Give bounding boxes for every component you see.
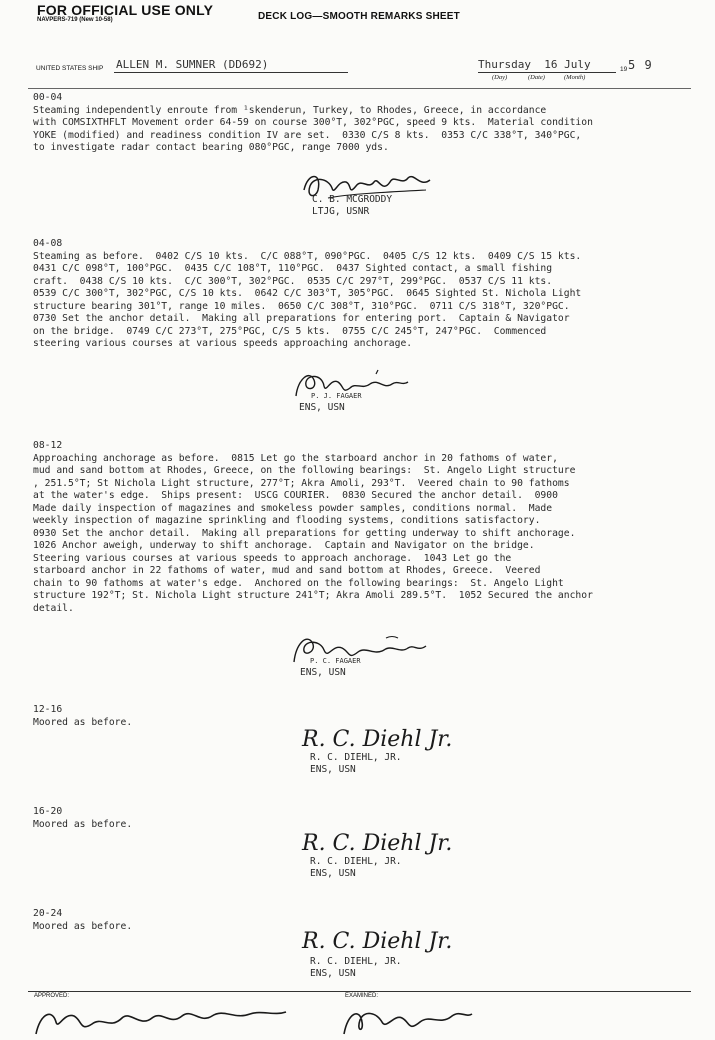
- handwritten-signature-approved: [30, 1004, 290, 1040]
- watch-entry-16-20: [33, 806, 132, 831]
- log-line: Approaching anchorage as before. 0815 Let go the starboard anchor in 20 fathoms of water,: [33, 452, 558, 464]
- log-line: Made daily inspection of magazines and smokeless powder samples, conditions normal. Made: [33, 502, 553, 514]
- watch-time: 04-08: [33, 238, 63, 249]
- header-rule: [28, 88, 691, 89]
- log-line: steering various courses at various speeds approaching anchorage.: [33, 338, 413, 349]
- log-line: Steering various courses at various speeds to approach anchorage. 1043 Let go the: [33, 552, 512, 564]
- officer-rank: ENS, USN: [310, 764, 356, 775]
- ship-caption: UNITED STATES SHIP: [36, 65, 104, 72]
- day-caption: (Day): [492, 74, 508, 81]
- log-line: Steaming independently enroute from ¹skenderun, Turkey, to Rhodes, Greece, in accordance: [33, 104, 547, 116]
- officer-name: C. B. MCGRODDY: [312, 194, 393, 205]
- log-line: , 251.5°T; St Nichola Light structure, 277°T; Akra Amoli, 293°T. Veered chain to 90 fathoms: [33, 477, 570, 489]
- sheet-title: DECK LOG—SMOOTH REMARKS SHEET: [258, 11, 460, 22]
- officer-name: R. C. DIEHL, JR.: [310, 856, 402, 867]
- handwritten-signature-examined: [336, 1004, 476, 1040]
- officer-name: P. C. FAGAER: [310, 657, 361, 665]
- log-line: Steaming as before. 0402 C/S 10 kts. C/C 088°T, 090°PGC. 0405 C/S 12 kts. 0409 C/S 15 kts.: [33, 250, 582, 262]
- watch-officer-signature: [310, 752, 402, 776]
- date-value: Thursday 16 July: [478, 58, 591, 71]
- watch-entry-00-04: [33, 92, 593, 155]
- log-line: structure bearing 301°T, range 10 miles. 0650 C/C 308°T, 310°PGC. 0711 C/S 318°T, 320°PGC.: [33, 300, 570, 312]
- log-line: 0930 Set the anchor detail. Making all preparations for getting underway to shift anchorage.: [33, 527, 576, 539]
- watch-entry-12-16: [33, 704, 132, 729]
- log-line: to investigate radar contact bearing 080°PGC, range 7000 yds.: [33, 142, 389, 153]
- log-line: 0539 C/C 300°T, 302°PGC, C/S 10 kts. 0642 C/C 303°T, 305°PGC. 0645 Sighted St. Nichola Light: [33, 288, 582, 299]
- watch-entry-20-24: [33, 908, 132, 933]
- watch-officer-signature: [299, 390, 362, 414]
- ship-name: ALLEN M. SUMNER (DD692): [116, 58, 269, 71]
- watch-entry-04-08: [33, 238, 581, 351]
- ship-date-row: [36, 58, 666, 84]
- officer-rank: LTJG, USNR: [312, 206, 370, 217]
- signature-script: R. C. Diehl Jr.: [302, 929, 453, 954]
- log-line: detail.: [33, 602, 74, 614]
- log-line: 1026 Anchor aweigh, underway to shift anchorage. Captain and Navigator on the bridge.: [33, 540, 535, 551]
- watch-officer-signature: [300, 655, 361, 679]
- watch-time: 12-16: [33, 704, 63, 715]
- watch-officer-signature: [312, 194, 392, 218]
- log-line: 0730 Set the anchor detail. Making all preparations for entering port. Captain & Navigator: [33, 313, 570, 324]
- watch-time: 08-12: [33, 440, 63, 451]
- log-line: starboard anchor in 22 fathoms of water, mud and sand bottom at Rhodes, Greece. Veered: [33, 565, 541, 576]
- log-line: mud and sand bottom at Rhodes, Greece, on the following bearings: St. Angelo Light structure: [33, 465, 576, 476]
- watch-time: 00-04: [33, 92, 63, 103]
- footer-rule: [28, 991, 691, 992]
- officer-name: R. C. DIEHL, JR.: [310, 752, 402, 763]
- officer-name: R. C. DIEHL, JR.: [310, 956, 402, 967]
- watch-time: 16-20: [33, 806, 63, 817]
- date-caption: (Date): [528, 74, 545, 81]
- ship-name-underline: [114, 72, 348, 73]
- signature-script: R. C. Diehl Jr.: [302, 831, 453, 856]
- year-prefix: 19: [620, 66, 628, 73]
- log-line: with COMSIXTHFLT Movement order 64-59 on course 300°T, 302°PGC, speed 9 kts. Material condition: [33, 117, 593, 128]
- log-line: Moored as before.: [33, 920, 133, 932]
- officer-name: P. J. FAGAER: [311, 392, 362, 400]
- watch-officer-signature: [310, 856, 402, 880]
- log-line: structure 192°T; St. Nichola Light structure 241°T; Akra Amoli 289.5°T. 1052 Secured the anchor: [33, 590, 593, 601]
- watch-entry-08-12: [33, 440, 593, 615]
- log-line: YOKE (modified) and readiness condition IV are set. 0330 C/S 8 kts. 0353 C/C 338°T, 340°PGC,: [33, 129, 582, 141]
- officer-rank: ENS, USN: [310, 868, 356, 879]
- officer-rank: ENS, USN: [310, 968, 356, 979]
- log-line: weekly inspection of magazine sprinkling and flooding systems, conditions satisfactory.: [33, 515, 541, 526]
- log-line: craft. 0438 C/S 10 kts. C/C 300°T, 302°PGC. 0535 C/C 297°T, 299°PGC. 0537 C/S 11 kts.: [33, 275, 553, 287]
- officer-rank: ENS, USN: [299, 402, 345, 413]
- log-line: chain to 90 fathoms at water's edge. Anchored on the following bearings: St. Angelo Light: [33, 577, 564, 589]
- officer-rank: ENS, USN: [300, 667, 346, 678]
- date-underline: [478, 72, 616, 73]
- log-line: 0431 C/C 098°T, 100°PGC. 0435 C/C 108°T, 110°PGC. 0437 Sighted contact, a small fishing: [33, 263, 553, 274]
- watch-time: 20-24: [33, 908, 63, 919]
- log-line: at the water's edge. Ships present: USCG COURIER. 0830 Secured the anchor detail. 0900: [33, 490, 558, 501]
- form-number: NAVPERS-719 (New 10-58): [37, 17, 113, 23]
- watch-officer-signature: [310, 956, 402, 980]
- examined-label: EXAMINED:: [345, 993, 379, 999]
- log-line: Moored as before.: [33, 716, 133, 728]
- year-value: 5 9: [628, 58, 653, 72]
- official-use-banner: FOR OFFICIAL USE ONLY: [37, 2, 214, 18]
- log-line: Moored as before.: [33, 818, 133, 830]
- log-line: on the bridge. 0749 C/C 273°T, 275°PGC, C/S 5 kts. 0755 C/C 245°T, 247°PGC. Commenced: [33, 325, 547, 337]
- form-header: [37, 2, 213, 23]
- signature-script: R. C. Diehl Jr.: [302, 727, 453, 752]
- month-caption: (Month): [564, 74, 586, 81]
- approved-label: APPROVED:: [34, 993, 70, 999]
